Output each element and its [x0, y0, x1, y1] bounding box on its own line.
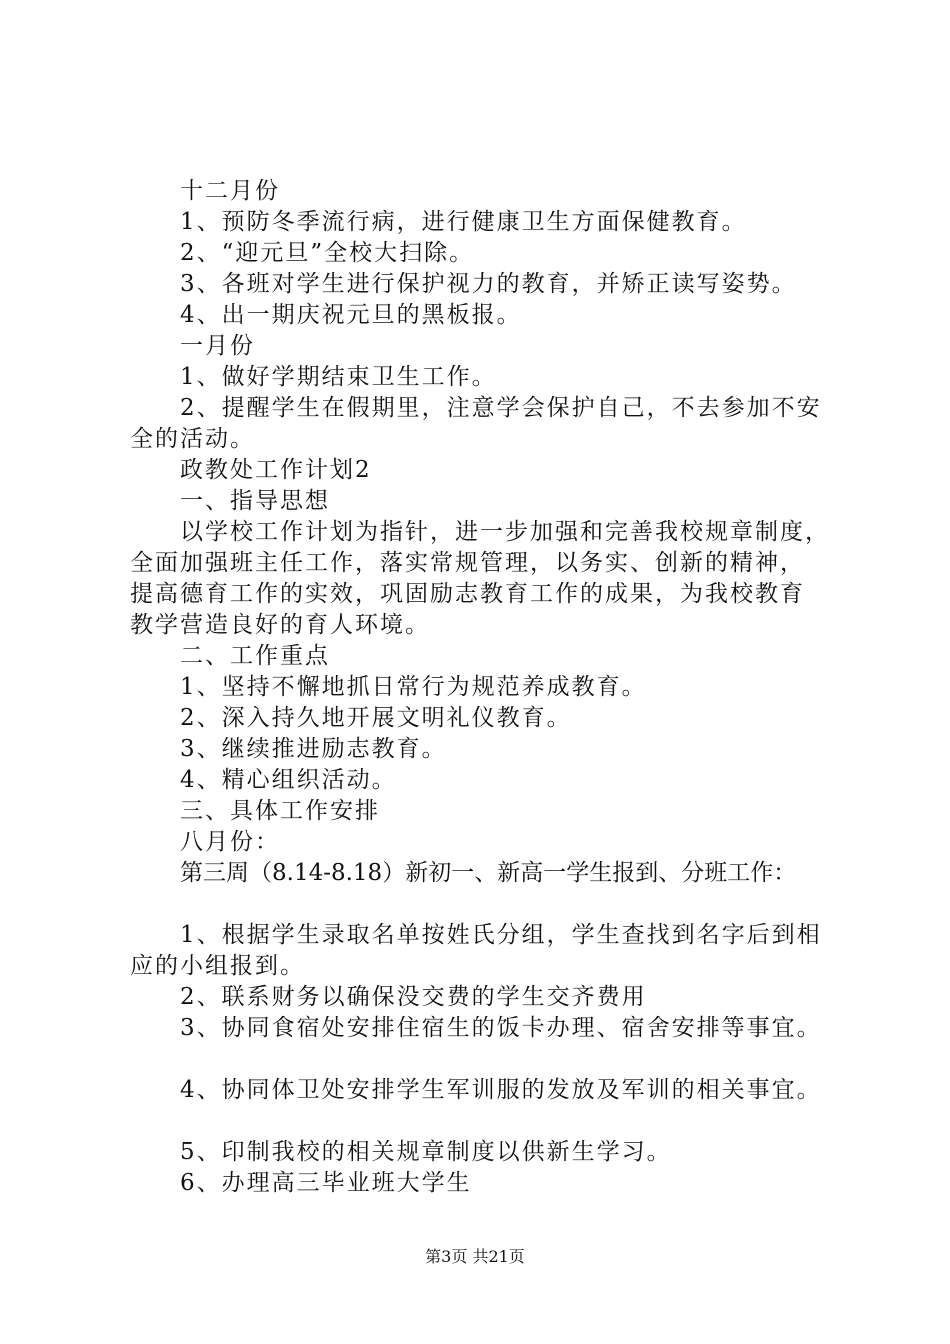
paragraph-line: 全面加强班主任工作，落实常规管理，以务实、创新的精神， — [130, 550, 805, 576]
paragraph-line: 全的活动。 — [130, 426, 255, 452]
paragraph-line: 2、深入持久地开展文明礼仪教育。 — [180, 705, 572, 731]
paragraph-line: 4、出一期庆祝元旦的黑板报。 — [180, 302, 522, 328]
paragraph-line: 2、“迎元旦”全校大扫除。 — [180, 240, 475, 266]
paragraph-line: 以学校工作计划为指针，进一步加强和完善我校规章制度， — [180, 519, 830, 545]
paragraph-line: 教学营造良好的育人环境。 — [130, 612, 430, 638]
page-number-footer: 第3页 共21页 — [425, 1247, 525, 1266]
paragraph-line: 1、做好学期结束卫生工作。 — [180, 364, 497, 390]
paragraph-line: 1、根据学生录取名单按姓氏分组，学生查找到名字后到相 — [180, 922, 822, 948]
paragraph-line: 1、预防冬季流行病，进行健康卫生方面保健教育。 — [180, 209, 747, 235]
paragraph-line: 2、联系财务以确保没交费的学生交齐费用 — [180, 984, 647, 1010]
paragraph-line: 4、精心组织活动。 — [180, 767, 397, 793]
month-heading-december: 十二月份 — [180, 178, 280, 204]
paragraph-line: 4、协同体卫处安排学生军训服的发放及军训的相关事宜。 — [180, 1077, 822, 1103]
paragraph-line: 1、坚持不懈地抓日常行为规范养成教育。 — [180, 674, 647, 700]
month-heading-august: 八月份： — [180, 829, 280, 855]
paragraph-line: 3、协同食宿处安排住宿生的饭卡办理、宿舍安排等事宜。 — [180, 1015, 822, 1041]
paragraph-line: 第三周（8.14-8.18）新初一、新高一学生报到、分班工作： — [180, 860, 797, 886]
month-heading-january: 一月份 — [180, 333, 255, 359]
section-heading: 一、指导思想 — [180, 488, 330, 514]
section-heading: 三、具体工作安排 — [180, 798, 380, 824]
paragraph-line: 3、各班对学生进行保护视力的教育，并矫正读写姿势。 — [180, 271, 797, 297]
paragraph-line: 应的小组报到。 — [130, 953, 305, 979]
paragraph-line: 3、继续推进励志教育。 — [180, 736, 447, 762]
paragraph-line: 2、提醒学生在假期里，注意学会保护自己，不去参加不安 — [180, 395, 822, 421]
paragraph-line: 6、办理高三毕业班大学生 — [180, 1170, 472, 1196]
section-title: 政教处工作计划2 — [180, 457, 372, 483]
paragraph-line: 提高德育工作的实效，巩固励志教育工作的成果，为我校教育 — [130, 581, 805, 607]
section-heading: 二、工作重点 — [180, 643, 330, 669]
paragraph-line: 5、印制我校的相关规章制度以供新生学习。 — [180, 1139, 672, 1165]
